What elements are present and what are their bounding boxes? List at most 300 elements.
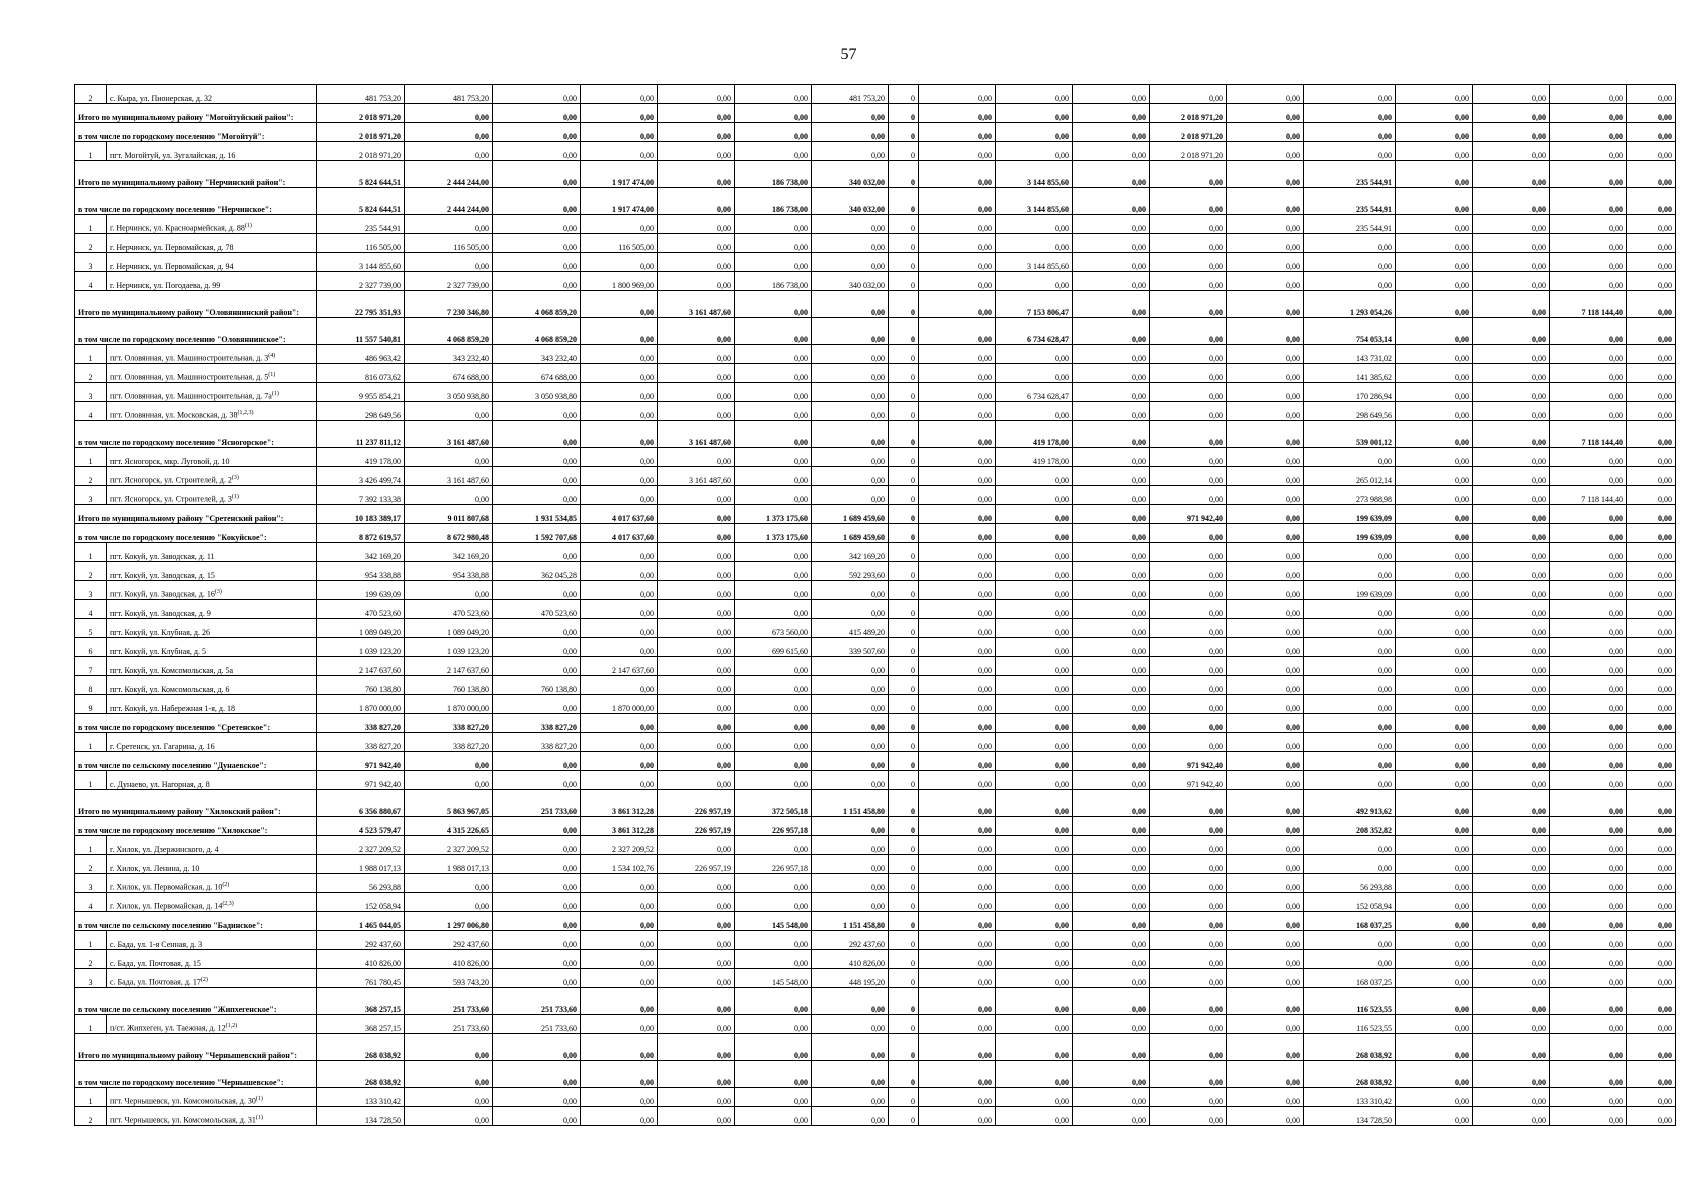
value-cell: 0,00: [996, 695, 1073, 714]
row-number: 1: [75, 931, 107, 950]
value-cell: 2 018 971,20: [317, 123, 405, 142]
address-cell: [107, 676, 317, 695]
value-cell: 5 824 644,51: [317, 161, 405, 188]
value-cell: 3 161 487,60: [405, 467, 493, 486]
value-cell: 0,00: [405, 1088, 493, 1107]
footnote-mark: (4): [268, 353, 276, 360]
value-cell: 199 639,09: [1304, 505, 1396, 524]
address-cell: [107, 234, 317, 253]
value-cell: 0,00: [996, 486, 1073, 505]
address-cell: [107, 874, 317, 893]
row-title: Итого по муниципальному району "Оловяннинский район":: [75, 291, 317, 318]
value-cell: 0,00: [1073, 142, 1150, 161]
value-cell: 0,00: [1396, 188, 1473, 215]
value-cell: 0,00: [1550, 123, 1627, 142]
address-text: г. Хилок, ул. Первомайская, д. 10: [110, 883, 223, 892]
value-cell: 0,00: [493, 486, 581, 505]
value-cell: 0,00: [996, 619, 1073, 638]
value-cell: 0: [889, 467, 919, 486]
value-cell: 235 544,91: [317, 215, 405, 234]
value-cell: 0,00: [812, 657, 889, 676]
value-cell: 0,00: [1396, 657, 1473, 676]
value-cell: 0,00: [812, 695, 889, 714]
value-cell: 0,00: [1550, 345, 1627, 364]
address-text: с. Бада, ул. Почтовая, д. 15: [110, 959, 201, 968]
value-cell: 0,00: [581, 581, 658, 600]
value-cell: 0,00: [919, 364, 996, 383]
row-title: Итого по муниципальному району "Сретенский район":: [75, 505, 317, 524]
value-cell: 0,00: [1473, 893, 1550, 912]
value-cell: 0,00: [919, 253, 996, 272]
value-cell: 0,00: [1150, 318, 1227, 345]
address-text: пгт. Чернышевск, ул. Комсомольская, д. 30: [110, 1097, 256, 1106]
value-cell: 0,00: [1550, 912, 1627, 931]
value-cell: 0,00: [1396, 272, 1473, 291]
value-cell: 0,00: [1473, 85, 1550, 104]
value-cell: 481 753,20: [405, 85, 493, 104]
table-row: [75, 695, 1676, 714]
value-cell: 56 293,88: [1304, 874, 1396, 893]
value-cell: 0,00: [581, 619, 658, 638]
value-cell: 0,00: [1550, 543, 1627, 562]
value-cell: 0,00: [493, 421, 581, 448]
value-cell: 56 293,88: [317, 874, 405, 893]
value-cell: 3 161 487,60: [405, 421, 493, 448]
value-cell: 0,00: [735, 104, 812, 123]
value-cell: 1 917 474,00: [581, 161, 658, 188]
value-cell: 0,00: [919, 524, 996, 543]
value-cell: 268 038,92: [317, 1061, 405, 1088]
value-cell: 0,00: [1227, 467, 1304, 486]
value-cell: 0,00: [1150, 215, 1227, 234]
value-cell: 3 161 487,60: [658, 467, 735, 486]
table-row-total: [75, 318, 1676, 345]
value-cell: 0,00: [919, 1015, 996, 1034]
address-text: с. Дунаево, ул. Нагорная, д. 8: [110, 780, 210, 789]
value-cell: 0,00: [1627, 874, 1676, 893]
value-cell: 0,00: [1627, 383, 1676, 402]
value-cell: 0,00: [1473, 988, 1550, 1015]
value-cell: 0,00: [1073, 931, 1150, 950]
table-row: [75, 234, 1676, 253]
value-cell: 0,00: [658, 676, 735, 695]
table-row: [75, 950, 1676, 969]
value-cell: 0,00: [735, 695, 812, 714]
value-cell: 2 018 971,20: [1150, 123, 1227, 142]
value-cell: 2 327 209,52: [581, 836, 658, 855]
value-cell: 0,00: [1227, 771, 1304, 790]
value-cell: 0,00: [405, 581, 493, 600]
row-number: 3: [75, 969, 107, 988]
address-text: г. Нерчинск, ул. Первомайская, д. 94: [110, 262, 234, 271]
value-cell: 971 942,40: [1150, 505, 1227, 524]
value-cell: 0,00: [1473, 291, 1550, 318]
value-cell: 0,00: [1396, 874, 1473, 893]
address-text: г. Нерчинск, ул. Красноармейская, д. 88: [110, 224, 245, 233]
value-cell: 0,00: [1227, 855, 1304, 874]
value-cell: 0,00: [1073, 714, 1150, 733]
row-title: в том числе по городскому поселению "Могойтуй":: [75, 123, 317, 142]
value-cell: 2 147 637,60: [581, 657, 658, 676]
value-cell: 116 505,00: [581, 234, 658, 253]
value-cell: 0,00: [1073, 161, 1150, 188]
value-cell: 0,00: [1550, 638, 1627, 657]
value-cell: 0,00: [996, 950, 1073, 969]
value-cell: 0,00: [1073, 104, 1150, 123]
value-cell: 0,00: [405, 402, 493, 421]
row-number: 1: [75, 448, 107, 467]
row-number: 4: [75, 272, 107, 291]
footnote-mark: (2): [200, 977, 208, 984]
value-cell: 0,00: [1150, 161, 1227, 188]
value-cell: 0,00: [996, 752, 1073, 771]
value-cell: 0,00: [1227, 752, 1304, 771]
value-cell: 0,00: [1227, 1015, 1304, 1034]
row-number: 2: [75, 234, 107, 253]
value-cell: 0,00: [1550, 733, 1627, 752]
address-cell: [107, 543, 317, 562]
row-number: 1: [75, 1088, 107, 1107]
value-cell: 0: [889, 505, 919, 524]
value-cell: 265 012,14: [1304, 467, 1396, 486]
value-cell: 2 444 244,00: [405, 188, 493, 215]
value-cell: 0,00: [1627, 161, 1676, 188]
value-cell: 0,00: [658, 486, 735, 505]
value-cell: 0,00: [493, 657, 581, 676]
value-cell: 0,00: [1627, 188, 1676, 215]
row-number: 1: [75, 543, 107, 562]
value-cell: 0,00: [493, 931, 581, 950]
value-cell: 0,00: [1304, 104, 1396, 123]
value-cell: 0,00: [1227, 600, 1304, 619]
value-cell: 0: [889, 676, 919, 695]
value-cell: 0: [889, 1088, 919, 1107]
value-cell: 0,00: [1627, 524, 1676, 543]
value-cell: 0,00: [1627, 752, 1676, 771]
value-cell: 0: [889, 85, 919, 104]
value-cell: 3 144 855,60: [996, 253, 1073, 272]
value-cell: 0,00: [1227, 402, 1304, 421]
value-cell: 0,00: [1073, 123, 1150, 142]
value-cell: 1 089 049,20: [317, 619, 405, 638]
value-cell: 0: [889, 524, 919, 543]
value-cell: 0,00: [812, 600, 889, 619]
value-cell: 235 544,91: [1304, 161, 1396, 188]
value-cell: 6 734 628,47: [996, 383, 1073, 402]
value-cell: 0,00: [1150, 581, 1227, 600]
value-cell: 0,00: [493, 836, 581, 855]
value-cell: 3 050 938,80: [493, 383, 581, 402]
value-cell: 0,00: [581, 714, 658, 733]
value-cell: 0,00: [1396, 619, 1473, 638]
value-cell: 7 153 806,47: [996, 291, 1073, 318]
value-cell: 0,00: [735, 581, 812, 600]
value-cell: 0,00: [1150, 950, 1227, 969]
value-cell: 0,00: [405, 215, 493, 234]
row-title: в том числе по городскому поселению "Кокуйское":: [75, 524, 317, 543]
value-cell: 0: [889, 1015, 919, 1034]
value-cell: 0: [889, 272, 919, 291]
value-cell: 0,00: [1473, 467, 1550, 486]
value-cell: 0,00: [919, 291, 996, 318]
address-text: п/ст. Жипхеген, ул. Таежная, д. 12: [110, 1024, 226, 1033]
value-cell: 0,00: [812, 234, 889, 253]
value-cell: 0,00: [919, 657, 996, 676]
value-cell: 0,00: [996, 505, 1073, 524]
value-cell: 0,00: [581, 345, 658, 364]
value-cell: 0,00: [1150, 657, 1227, 676]
table-row-total: [75, 1061, 1676, 1088]
value-cell: 0,00: [1550, 893, 1627, 912]
value-cell: 0,00: [996, 345, 1073, 364]
value-cell: 0,00: [1304, 836, 1396, 855]
value-cell: 0,00: [1550, 790, 1627, 817]
value-cell: 0,00: [812, 345, 889, 364]
row-number: 8: [75, 676, 107, 695]
value-cell: 0,00: [1150, 931, 1227, 950]
value-cell: 0,00: [735, 364, 812, 383]
value-cell: 4 523 579,47: [317, 817, 405, 836]
value-cell: 0,00: [1073, 524, 1150, 543]
value-cell: 0,00: [1073, 467, 1150, 486]
address-text: г. Сретенск, ул. Гагарина, д. 16: [110, 742, 215, 751]
value-cell: 0,00: [735, 1015, 812, 1034]
value-cell: 0,00: [919, 383, 996, 402]
value-cell: 0,00: [919, 1061, 996, 1088]
value-cell: 492 913,62: [1304, 790, 1396, 817]
value-cell: 0,00: [1304, 142, 1396, 161]
value-cell: 0,00: [812, 402, 889, 421]
value-cell: 0,00: [658, 912, 735, 931]
value-cell: 3 144 855,60: [996, 161, 1073, 188]
value-cell: 0,00: [581, 215, 658, 234]
value-cell: 0,00: [1150, 836, 1227, 855]
value-cell: 0,00: [1227, 421, 1304, 448]
value-cell: 0,00: [1396, 790, 1473, 817]
value-cell: 0,00: [1473, 969, 1550, 988]
value-cell: 3 161 487,60: [658, 291, 735, 318]
value-cell: 0,00: [658, 619, 735, 638]
value-cell: 226 957,19: [658, 817, 735, 836]
value-cell: 0,00: [1473, 600, 1550, 619]
value-cell: 0,00: [812, 714, 889, 733]
value-cell: 0,00: [1627, 733, 1676, 752]
value-cell: 0,00: [1073, 657, 1150, 676]
value-cell: 0,00: [735, 771, 812, 790]
value-cell: 3 144 855,60: [996, 188, 1073, 215]
value-cell: 0,00: [581, 364, 658, 383]
value-cell: 4 068 859,20: [493, 291, 581, 318]
value-cell: 0,00: [1396, 524, 1473, 543]
value-cell: 0,00: [1550, 600, 1627, 619]
value-cell: 0,00: [919, 421, 996, 448]
value-cell: 343 232,40: [405, 345, 493, 364]
value-cell: 0,00: [581, 733, 658, 752]
value-cell: 199 639,09: [1304, 581, 1396, 600]
value-cell: 0,00: [1396, 234, 1473, 253]
value-cell: 674 688,00: [493, 364, 581, 383]
value-cell: 1 089 049,20: [405, 619, 493, 638]
value-cell: 0,00: [1550, 771, 1627, 790]
value-cell: 0,00: [1473, 1088, 1550, 1107]
address-text: пгт. Кокуй, ул. Клубная, д. 26: [110, 628, 210, 637]
value-cell: 0,00: [919, 790, 996, 817]
value-cell: 0: [889, 402, 919, 421]
value-cell: 0,00: [658, 771, 735, 790]
address-text: пгт. Ясногорск, мкр. Луговой, д. 10: [110, 457, 230, 466]
value-cell: 0,00: [996, 912, 1073, 931]
value-cell: 292 437,60: [405, 931, 493, 950]
value-cell: 8 872 619,57: [317, 524, 405, 543]
value-cell: 0,00: [996, 1034, 1073, 1061]
value-cell: 0,00: [1550, 931, 1627, 950]
value-cell: 0,00: [919, 215, 996, 234]
value-cell: 0,00: [1473, 421, 1550, 448]
table-row: [75, 581, 1676, 600]
value-cell: 235 544,91: [1304, 215, 1396, 234]
value-cell: 338 827,20: [317, 714, 405, 733]
value-cell: 0,00: [919, 817, 996, 836]
value-cell: 2 444 244,00: [405, 161, 493, 188]
value-cell: 0,00: [1073, 505, 1150, 524]
value-cell: 0,00: [1473, 142, 1550, 161]
value-cell: 0,00: [1473, 950, 1550, 969]
value-cell: 7 230 346,80: [405, 291, 493, 318]
value-cell: 0,00: [1227, 383, 1304, 402]
value-cell: 0,00: [1150, 600, 1227, 619]
value-cell: 340 032,00: [812, 161, 889, 188]
value-cell: 2 147 637,60: [317, 657, 405, 676]
value-cell: 0,00: [493, 771, 581, 790]
address-cell: [107, 383, 317, 402]
value-cell: 0,00: [658, 657, 735, 676]
value-cell: 0,00: [1150, 988, 1227, 1015]
value-cell: 0,00: [1227, 657, 1304, 676]
value-cell: 0,00: [1150, 421, 1227, 448]
row-title: в том числе по городскому поселению "Оловяннинское":: [75, 318, 317, 345]
value-cell: 0,00: [735, 600, 812, 619]
value-cell: 0: [889, 912, 919, 931]
value-cell: 0,00: [919, 142, 996, 161]
value-cell: 0,00: [1627, 638, 1676, 657]
value-cell: 0,00: [1073, 950, 1150, 969]
value-cell: 0: [889, 486, 919, 505]
value-cell: 0,00: [1073, 215, 1150, 234]
value-cell: 0: [889, 318, 919, 345]
table-row: [75, 1015, 1676, 1034]
value-cell: 410 826,00: [317, 950, 405, 969]
value-cell: 0,00: [996, 581, 1073, 600]
table-row: [75, 1107, 1676, 1126]
table-row: [75, 657, 1676, 676]
value-cell: 1 465 044,05: [317, 912, 405, 931]
value-cell: 0,00: [658, 188, 735, 215]
value-cell: 0,00: [1550, 1107, 1627, 1126]
value-cell: 0,00: [1227, 836, 1304, 855]
value-cell: 0,00: [1150, 486, 1227, 505]
value-cell: 0,00: [1627, 1107, 1676, 1126]
value-cell: 0,00: [996, 85, 1073, 104]
value-cell: 145 548,00: [735, 969, 812, 988]
value-cell: 0,00: [405, 123, 493, 142]
value-cell: 0,00: [919, 104, 996, 123]
value-cell: 0,00: [1396, 85, 1473, 104]
value-cell: 0,00: [812, 448, 889, 467]
value-cell: 0,00: [1150, 85, 1227, 104]
value-cell: 0: [889, 581, 919, 600]
value-cell: 0,00: [1150, 272, 1227, 291]
value-cell: 0,00: [1396, 912, 1473, 931]
value-cell: 0,00: [996, 402, 1073, 421]
value-cell: 0,00: [1073, 874, 1150, 893]
value-cell: 971 942,40: [317, 771, 405, 790]
value-cell: 0,00: [735, 402, 812, 421]
value-cell: 0,00: [996, 104, 1073, 123]
value-cell: 0: [889, 543, 919, 562]
value-cell: 448 195,20: [812, 969, 889, 988]
value-cell: 0,00: [405, 448, 493, 467]
table-row-total: [75, 988, 1676, 1015]
value-cell: 0,00: [1073, 836, 1150, 855]
value-cell: 0,00: [493, 581, 581, 600]
value-cell: 0,00: [1627, 893, 1676, 912]
value-cell: 0,00: [1150, 893, 1227, 912]
value-cell: 0,00: [919, 1034, 996, 1061]
value-cell: 0,00: [1627, 215, 1676, 234]
value-cell: 0,00: [919, 912, 996, 931]
value-cell: 0,00: [812, 215, 889, 234]
value-cell: 0,00: [919, 123, 996, 142]
value-cell: 0: [889, 638, 919, 657]
footnote-mark: (1): [255, 1096, 263, 1103]
footnote-mark: (1): [268, 372, 276, 379]
value-cell: 0,00: [1150, 383, 1227, 402]
value-cell: 971 942,40: [1150, 752, 1227, 771]
value-cell: 0,00: [658, 104, 735, 123]
value-cell: 0,00: [1550, 505, 1627, 524]
value-cell: 0,00: [919, 695, 996, 714]
value-cell: 0,00: [1073, 619, 1150, 638]
value-cell: 0,00: [1396, 364, 1473, 383]
value-cell: 0,00: [493, 104, 581, 123]
value-cell: 0,00: [735, 676, 812, 695]
value-cell: 251 733,60: [405, 1015, 493, 1034]
value-cell: 0: [889, 104, 919, 123]
table-row: [75, 253, 1676, 272]
value-cell: 0,00: [812, 1061, 889, 1088]
value-cell: 0,00: [919, 855, 996, 874]
address-text: пгт. Оловянная, ул. Московская, д. 38: [110, 411, 238, 420]
value-cell: 0,00: [735, 752, 812, 771]
row-number: 4: [75, 600, 107, 619]
value-cell: 0,00: [919, 931, 996, 950]
value-cell: 4 315 226,65: [405, 817, 493, 836]
value-cell: 0,00: [1396, 638, 1473, 657]
value-cell: 0,00: [1396, 733, 1473, 752]
value-cell: 0,00: [1473, 931, 1550, 950]
value-cell: 0,00: [1073, 1088, 1150, 1107]
value-cell: 0,00: [812, 874, 889, 893]
row-number: 3: [75, 383, 107, 402]
value-cell: 0,00: [1627, 790, 1676, 817]
value-cell: 0,00: [919, 638, 996, 657]
value-cell: 0,00: [658, 893, 735, 912]
value-cell: 0,00: [996, 817, 1073, 836]
value-cell: 971 942,40: [1150, 771, 1227, 790]
value-cell: 0,00: [658, 1107, 735, 1126]
value-cell: 0,00: [1150, 855, 1227, 874]
value-cell: 0,00: [1550, 950, 1627, 969]
